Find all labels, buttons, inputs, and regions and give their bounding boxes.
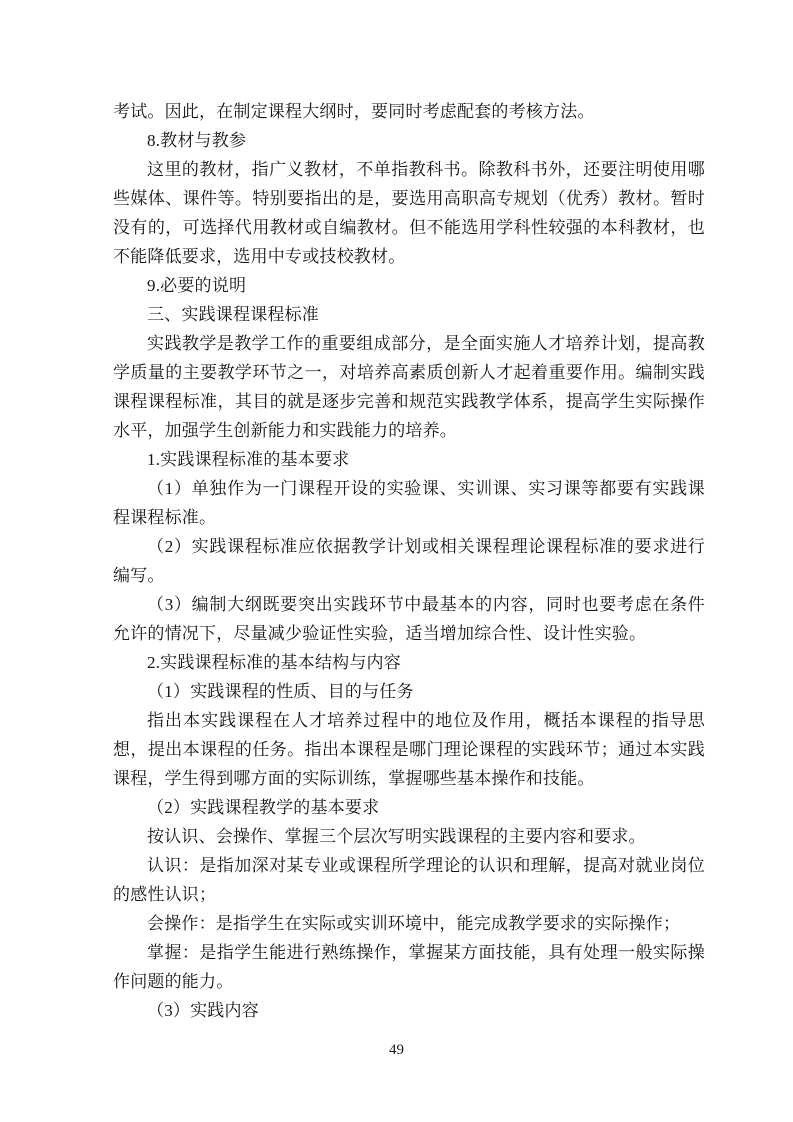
document-body-text bbox=[113, 97, 705, 1025]
paragraph-section-heading: 三、实践课程课程标准 bbox=[147, 305, 319, 324]
paragraph-heading-2: 2.实践课程标准的基本结构与内容 bbox=[147, 653, 401, 672]
paragraph-item-3: （3）编制大纲既要突出实践环节中最基本的内容，同时也要考虑在条件允许的情况下，尽量减少验证性实验，适当增加综合性、设计性实验。 bbox=[113, 595, 705, 643]
paragraph-definition-renshi: 认识：是指加深对某专业或课程所学理论的认识和理解，提高对就业岗位的感性认识； bbox=[113, 856, 705, 904]
paragraph-heading-9: 9.必要的说明 bbox=[147, 276, 247, 295]
page-number: 49 bbox=[389, 1042, 404, 1058]
paragraph: 按认识、会操作、掌握三个层次写明实践课程的主要内容和要求。 bbox=[147, 827, 646, 846]
paragraph: 这里的教材，指广义教材，不单指教科书。除教科书外，还要注明使用哪些媒体、课件等。特别要指出的是，要选用高职高专规划（优秀）教材。暂时没有的，可选择代用教材或自编教材。但不能选用学科性较强的本科教材，也不能降低要求，选用中专或技校教材。 bbox=[113, 160, 705, 266]
paragraph-subitem-2: （2）实践课程教学的基本要求 bbox=[147, 798, 380, 817]
paragraph: 实践教学是教学工作的重要组成部分，是全面实施人才培养计划，提高教学质量的主要教学环节之一，对培养高素质创新人才起着重要作用。编制实践课程课程标准，其目的就是逐步完善和规范实践教学体系，提高学生实际操作水平，加强学生创新能力和实践能力的培养。 bbox=[113, 334, 705, 440]
paragraph-heading-1: 1.实践课程标准的基本要求 bbox=[147, 450, 350, 469]
paragraph-subitem-1: （1）实践课程的性质、目的与任务 bbox=[147, 682, 414, 701]
paragraph-subitem-3: （3）实践内容 bbox=[147, 1001, 259, 1020]
paragraph: 指出本实践课程在人才培养过程中的地位及作用，概括本课程的指导思想，提出本课程的任务。指出本课程是哪门理论课程的实践环节；通过本实践课程，学生得到哪方面的实际训练，掌握哪些基本操作和技能。 bbox=[113, 711, 705, 788]
paragraph-heading-8: 8.教材与教参 bbox=[147, 131, 247, 150]
paragraph-item-1: （1）单独作为一门课程开设的实验课、实训课、实习课等都要有实践课程课程标准。 bbox=[113, 479, 705, 527]
paragraph: 考试。因此，在制定课程大纲时，要同时考虑配套的考核方法。 bbox=[113, 102, 595, 121]
paragraph-definition-huicaozuo: 会操作：是指学生在实际或实训环境中，能完成教学要求的实际操作； bbox=[147, 914, 681, 933]
paragraph-item-2: （2）实践课程标准应依据教学计划或相关课程理论课程标准的要求进行编写。 bbox=[113, 537, 705, 585]
paragraph-definition-zhangwo: 掌握：是指学生能进行熟练操作，掌握某方面技能，具有处理一般实际操作问题的能力。 bbox=[113, 943, 705, 991]
